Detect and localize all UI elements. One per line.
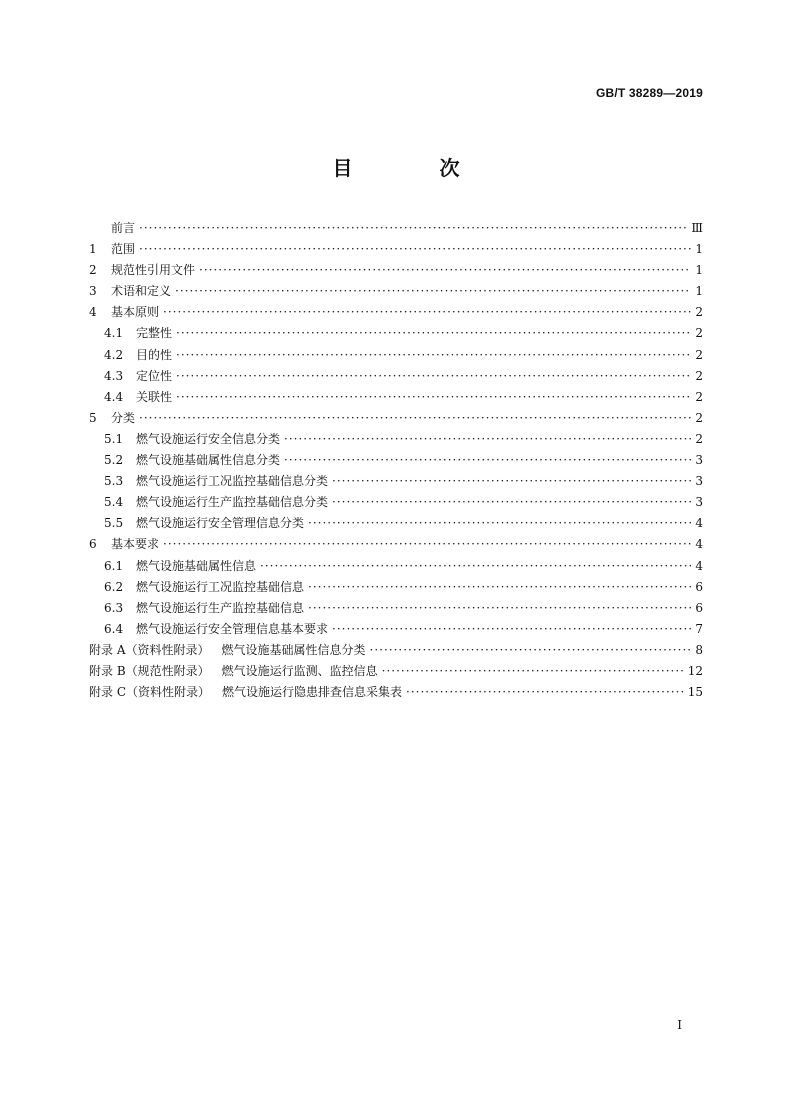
toc-leader bbox=[284, 450, 691, 471]
toc-leader bbox=[176, 387, 691, 408]
toc-label: 燃气设施运行生产监控基础信息分类 bbox=[136, 495, 329, 510]
toc-label: 燃气设施运行生产监控基础信息 bbox=[136, 600, 305, 615]
toc-page: 3 bbox=[695, 495, 703, 510]
toc-number: 6.4 bbox=[104, 621, 124, 636]
toc-entry[interactable] bbox=[89, 387, 703, 408]
toc-page: 2 bbox=[695, 410, 703, 425]
toc-entry[interactable] bbox=[89, 577, 703, 598]
toc-number: 6.2 bbox=[104, 579, 124, 594]
toc-number: 2 bbox=[89, 263, 97, 278]
toc-leader bbox=[199, 260, 691, 281]
page-title: 目 次 bbox=[332, 156, 500, 180]
toc-number: 5.4 bbox=[104, 495, 124, 510]
toc-page: 6 bbox=[695, 579, 703, 594]
toc-page: 2 bbox=[695, 389, 703, 404]
toc-leader bbox=[308, 577, 691, 598]
toc-entry[interactable] bbox=[89, 260, 703, 281]
toc-entry[interactable] bbox=[89, 345, 703, 366]
toc-number: 附录 C（资料性附录） bbox=[89, 685, 210, 700]
toc-entry[interactable] bbox=[89, 239, 703, 260]
toc-entry[interactable] bbox=[89, 218, 703, 239]
toc-leader bbox=[332, 492, 691, 513]
toc-label: 燃气设施基础属性信息分类 bbox=[221, 642, 366, 657]
toc-number: 附录 A（资料性附录） bbox=[89, 642, 210, 657]
toc-page: 3 bbox=[695, 453, 703, 468]
toc-number: 6.3 bbox=[104, 600, 124, 615]
toc-page: 2 bbox=[695, 368, 703, 383]
toc-number: 3 bbox=[89, 284, 97, 299]
toc-entry[interactable] bbox=[89, 281, 703, 302]
toc-leader bbox=[382, 661, 684, 682]
toc-page: 1 bbox=[695, 242, 703, 257]
toc-leader bbox=[332, 619, 691, 640]
toc-entry[interactable] bbox=[89, 534, 703, 555]
toc-leader bbox=[175, 281, 691, 302]
toc-number: 1 bbox=[89, 242, 97, 257]
toc-label: 定位性 bbox=[136, 368, 173, 383]
toc-page: 12 bbox=[687, 663, 703, 678]
toc-leader bbox=[163, 302, 691, 323]
toc-leader bbox=[176, 366, 691, 387]
toc-page: 1 bbox=[695, 284, 703, 299]
toc-label: 燃气设施基础属性信息分类 bbox=[136, 453, 281, 468]
toc-leader bbox=[370, 640, 692, 661]
toc-label: 燃气设施运行安全管理信息分类 bbox=[136, 516, 305, 531]
toc-entry[interactable] bbox=[89, 619, 703, 640]
toc-entry[interactable] bbox=[89, 682, 703, 703]
toc-entry[interactable] bbox=[89, 366, 703, 387]
toc-number: 4.2 bbox=[104, 347, 124, 362]
toc-leader bbox=[260, 556, 691, 577]
toc-leader bbox=[308, 513, 691, 534]
toc-number: 4.1 bbox=[104, 326, 124, 341]
toc-label: 分类 bbox=[111, 410, 136, 425]
toc-label: 基本原则 bbox=[111, 305, 160, 320]
toc-number: 4.3 bbox=[104, 368, 124, 383]
toc-page: 7 bbox=[695, 621, 703, 636]
toc-page: 8 bbox=[695, 642, 703, 657]
toc-entry[interactable] bbox=[89, 471, 703, 492]
toc-page: 15 bbox=[687, 685, 703, 700]
toc-page: 2 bbox=[695, 347, 703, 362]
toc-label: 前言 bbox=[111, 221, 136, 235]
toc-label: 燃气设施运行工况监控基础信息分类 bbox=[136, 474, 329, 489]
toc-entry[interactable] bbox=[89, 408, 703, 429]
toc-label: 范围 bbox=[111, 242, 136, 257]
toc-entry[interactable] bbox=[89, 556, 703, 577]
toc-leader bbox=[308, 598, 691, 619]
toc-entry[interactable] bbox=[89, 450, 703, 471]
toc-number: 5.1 bbox=[104, 431, 124, 446]
toc-label: 完整性 bbox=[136, 326, 173, 341]
toc-number: 6 bbox=[89, 537, 97, 552]
toc-label: 目的性 bbox=[136, 347, 173, 362]
toc-page: 2 bbox=[695, 305, 703, 320]
toc-number: 5.2 bbox=[104, 453, 124, 468]
toc-page: 3 bbox=[695, 474, 703, 489]
toc-number: 4 bbox=[89, 305, 97, 320]
toc-entry[interactable] bbox=[89, 302, 703, 323]
toc-label: 燃气设施运行工况监控基础信息 bbox=[136, 579, 305, 594]
toc-number: 6.1 bbox=[104, 558, 124, 573]
toc-number: 5.3 bbox=[104, 474, 124, 489]
toc-number: 附录 B（规范性附录） bbox=[89, 663, 210, 678]
standard-code: GB/T 38289—2019 bbox=[595, 86, 703, 100]
toc-entry[interactable] bbox=[89, 429, 703, 450]
toc-label: 燃气设施基础属性信息 bbox=[136, 558, 257, 573]
toc-label: 燃气设施运行隐患排查信息采集表 bbox=[222, 685, 403, 700]
toc-page: 6 bbox=[695, 600, 703, 615]
toc-leader bbox=[332, 471, 691, 492]
toc-leader bbox=[284, 429, 691, 450]
toc-page: 1 bbox=[695, 263, 703, 278]
toc-page: Ⅲ bbox=[691, 221, 703, 235]
toc-leader bbox=[139, 218, 687, 239]
toc-label: 燃气设施运行安全管理信息基本要求 bbox=[136, 621, 329, 636]
toc-page: 2 bbox=[695, 431, 703, 446]
toc-entry[interactable] bbox=[89, 513, 703, 534]
toc-leader bbox=[139, 239, 691, 260]
toc-number: 5 bbox=[89, 410, 97, 425]
table-of-contents bbox=[89, 218, 703, 703]
toc-label: 基本要求 bbox=[111, 537, 160, 552]
toc-leader bbox=[406, 682, 684, 703]
toc-entry[interactable] bbox=[89, 661, 703, 682]
toc-label: 燃气设施运行安全信息分类 bbox=[136, 431, 281, 446]
toc-entry[interactable] bbox=[89, 598, 703, 619]
toc-page: 4 bbox=[695, 558, 703, 573]
toc-number: 4.4 bbox=[104, 389, 124, 404]
toc-label: 关联性 bbox=[136, 389, 173, 404]
toc-page: 4 bbox=[695, 516, 703, 531]
toc-page: 4 bbox=[695, 537, 703, 552]
toc-leader bbox=[163, 534, 691, 555]
toc-page: 2 bbox=[695, 326, 703, 341]
toc-leader bbox=[176, 323, 691, 344]
toc-entry[interactable] bbox=[89, 640, 703, 661]
toc-label: 燃气设施运行监测、监控信息 bbox=[221, 663, 378, 678]
toc-leader bbox=[176, 345, 691, 366]
toc-leader bbox=[139, 408, 691, 429]
toc-label: 术语和定义 bbox=[111, 284, 172, 299]
toc-number: 5.5 bbox=[104, 516, 124, 531]
toc-label: 规范性引用文件 bbox=[111, 263, 196, 278]
toc-entry[interactable] bbox=[89, 323, 703, 344]
footer-page-number: Ⅰ bbox=[677, 1018, 682, 1032]
toc-entry[interactable] bbox=[89, 492, 703, 513]
